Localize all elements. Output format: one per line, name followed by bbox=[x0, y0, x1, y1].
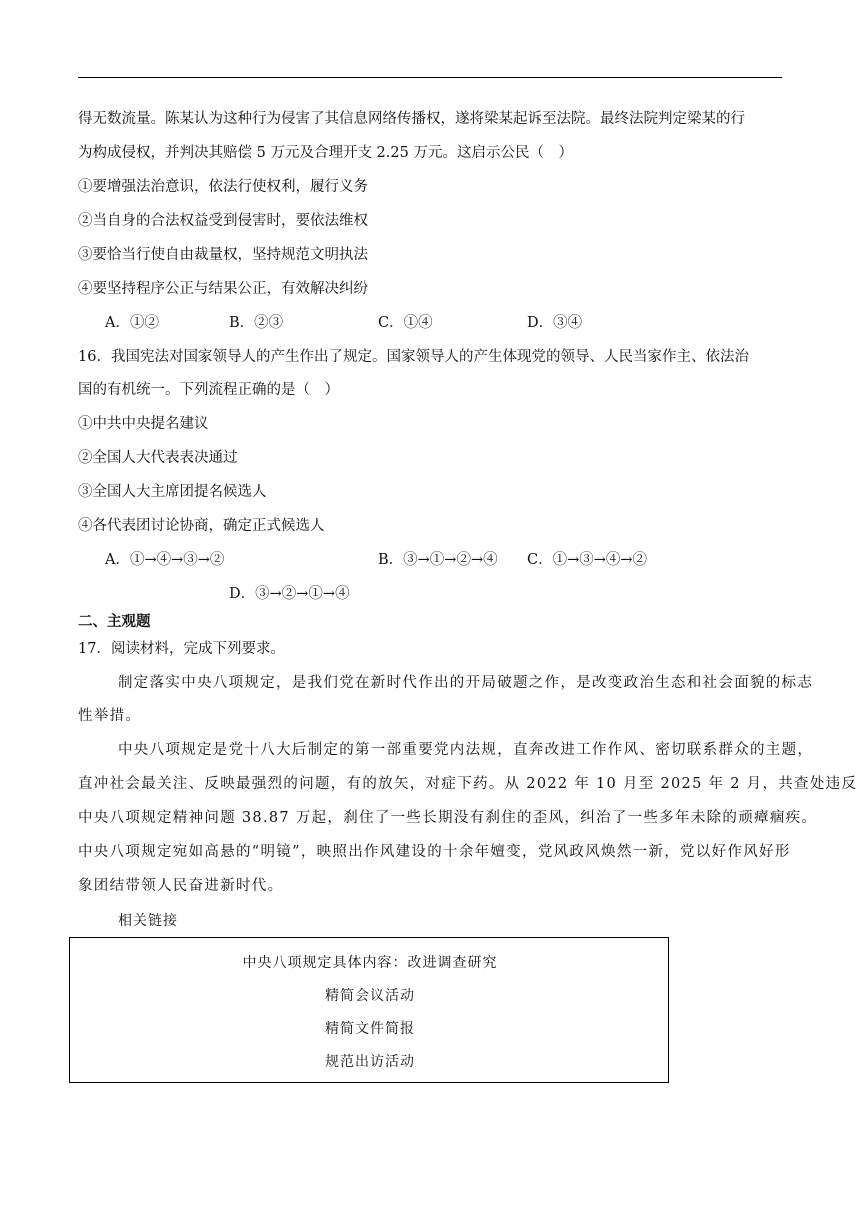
q16-option-d: D．③→②→①→④ bbox=[229, 586, 350, 602]
q15-item-2: ②当自身的合法权益受到侵害时，要依法维权 bbox=[78, 213, 368, 229]
q16-line1: 16．我国宪法对国家领导人的产生作出了规定。国家领导人的产生体现党的领导、人民当家作主、依法治 bbox=[78, 349, 749, 365]
box-line-1: 中央八项规定具体内容：改进调查研究 bbox=[242, 955, 498, 971]
q15-line2: 为构成侵权，并判决其赔偿 5 万元及合理开支 2.25 万元。这启示公民（ ） bbox=[78, 145, 573, 161]
header-rule bbox=[78, 77, 782, 78]
related-link-box bbox=[69, 937, 669, 1083]
q16-item-2: ②全国人大代表表决通过 bbox=[78, 450, 238, 466]
section-title: 二、主观题 bbox=[78, 613, 151, 630]
q16-option-a: A．①→④→③→② bbox=[105, 552, 225, 568]
q15-item-1: ①要增强法治意识，依法行使权利，履行义务 bbox=[78, 179, 368, 195]
q15-item-4: ④要坚持程序公正与结果公正，有效解决纠纷 bbox=[78, 281, 368, 297]
q17-para2-line3: 中央八项规定精神问题 38.87 万起，刹住了一些长期没有刹住的歪风，纠治了一些多年未除的顽瘴痼疾。 bbox=[78, 810, 818, 826]
q15-option-d: D．③④ bbox=[527, 315, 583, 331]
q15-line1: 得无数流量。陈某认为这种行为侵害了其信息网络传播权，遂将梁某起诉至法院。最终法院判定梁某的行 bbox=[78, 111, 745, 127]
box-line-3: 精简文件简报 bbox=[325, 1021, 415, 1037]
box-line-2: 精简会议活动 bbox=[325, 988, 415, 1004]
q15-option-b: B．②③ bbox=[229, 315, 284, 331]
q17-para2-line5: 象团结带领人民奋进新时代。 bbox=[78, 878, 284, 894]
q16-option-c: C．①→③→④→② bbox=[527, 552, 648, 568]
q16-option-b: B．③→①→②→④ bbox=[378, 552, 498, 568]
q15-option-a: A．①② bbox=[105, 315, 159, 331]
q17-para2-line1: 中央八项规定是党十八大后制定的第一部重要党内法规，直奔改进工作作风、密切联系群众的主题， bbox=[118, 742, 814, 758]
q17-para1-line2: 性举措。 bbox=[78, 708, 142, 724]
q15-item-3: ③要恰当行使自由裁量权，坚持规范文明执法 bbox=[78, 247, 368, 263]
q16-item-3: ③全国人大主席团提名候选人 bbox=[78, 484, 267, 500]
q17-para2-line2: 直冲社会最关注、反映最强烈的问题，有的放矢，对症下药。从 2022 年 10 月至 2025 年 2 月，共查处违反 bbox=[78, 776, 858, 792]
q16-item-4: ④各代表团讨论协商，确定正式候选人 bbox=[78, 518, 325, 534]
q17-para1-line1: 制定落实中央八项规定，是我们党在新时代作出的开局破题之作，是改变政治生态和社会面貌的标志 bbox=[118, 675, 814, 691]
box-line-4: 规范出访活动 bbox=[325, 1054, 415, 1070]
q16-line2: 国的有机统一。下列流程正确的是（ ） bbox=[78, 382, 339, 398]
q17-stem: 17．阅读材料，完成下列要求。 bbox=[78, 641, 285, 657]
q17-para2-line4: 中央八项规定宛如高悬的“明镜”，映照出作风建设的十余年嬗变，党风政风焕然一新，党以好作风好形 bbox=[78, 844, 791, 860]
q16-item-1: ①中共中央提名建议 bbox=[78, 416, 209, 432]
related-link-label: 相关链接 bbox=[118, 913, 178, 929]
q15-option-c: C．①④ bbox=[378, 315, 433, 331]
